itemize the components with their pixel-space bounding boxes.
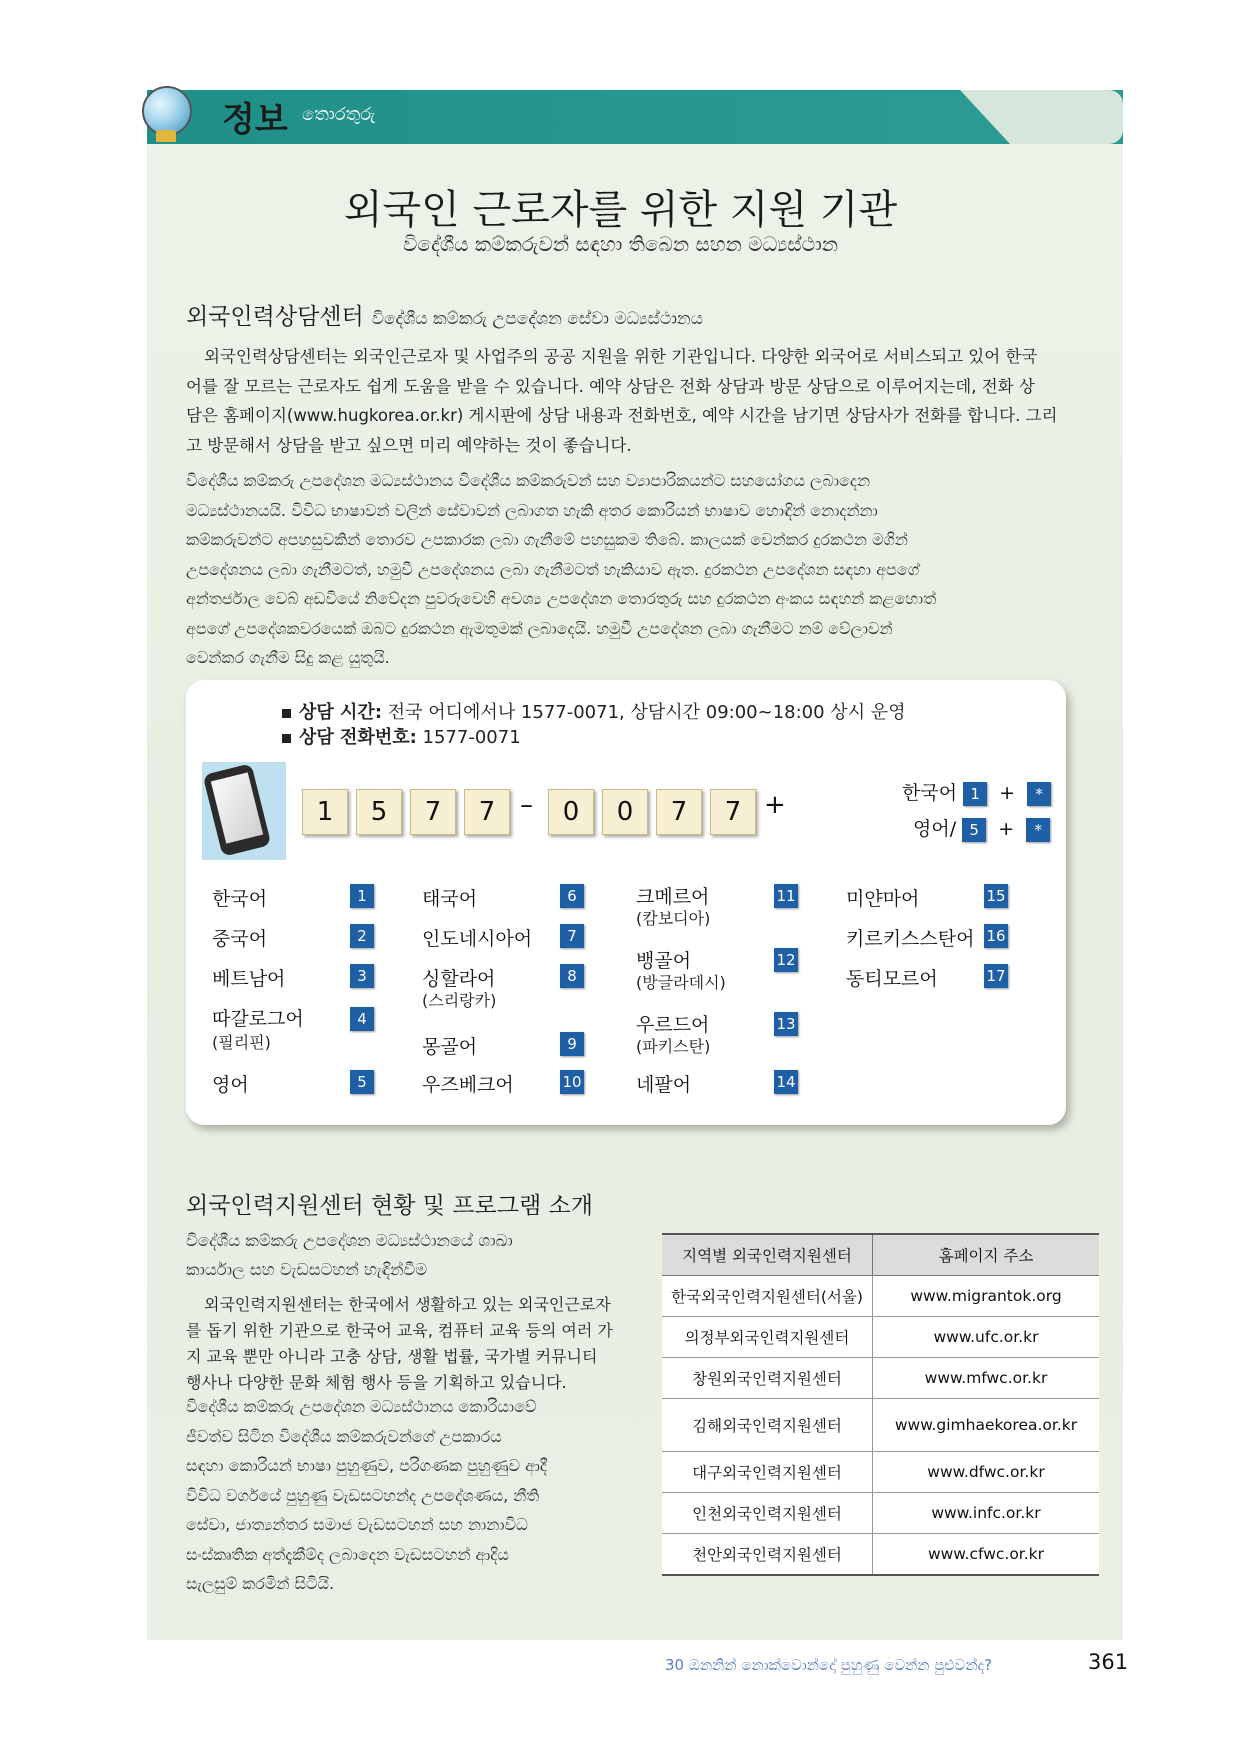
bullet-square-icon: [282, 709, 291, 718]
support-centers-table: [662, 1233, 1099, 1576]
globe-icon: [142, 86, 192, 136]
language-number-icon: 8: [560, 964, 584, 988]
table-row: [662, 1317, 1099, 1358]
header-subtitle: තොරතුරු: [302, 104, 376, 125]
footer-chapter: 30 ඔනනින් නොක්වොන්දෝ පුහුණු වෙන්න පුළුවන්ද?: [665, 1656, 993, 1674]
table-row: [662, 1399, 1099, 1452]
language-name: 미얀마어: [846, 888, 920, 910]
section2-heading-si-line: කාර්යාල සහ වැඩසටහන් හැඳින්වීම: [186, 1260, 428, 1279]
language-name: 베트남어: [212, 968, 286, 990]
table-header-row: [662, 1234, 1099, 1276]
center-name: 인천외국인력지원센터: [662, 1493, 873, 1534]
language-name: 한국어: [212, 888, 268, 910]
center-url: www.dfwc.or.kr: [873, 1452, 1100, 1493]
center-url: www.cfwc.or.kr: [873, 1534, 1100, 1576]
section2-paragraph-si: [186, 1392, 646, 1599]
dial-digit: 7: [656, 789, 702, 835]
language-number-icon: 11: [774, 884, 798, 908]
section2-heading-si: [186, 1226, 646, 1284]
header-title: 정보: [222, 100, 288, 140]
table-row: [662, 1493, 1099, 1534]
section1-heading: [186, 298, 703, 331]
section2-heading: 외국인력지원센터 현황 및 프로그램 소개: [186, 1193, 593, 1219]
language-name: 우즈베크어: [422, 1074, 514, 1096]
korean-key-label: 한국어: [902, 782, 958, 804]
section1-ko-line: 외국인력상담센터는 외국인근로자 및 사업주의 공공 지원을 위한 기관입니다. 다양한 외국어로 서비스되고 있어 한국: [204, 347, 1038, 366]
key-plus: +: [998, 818, 1015, 840]
phone-bullet: [282, 723, 521, 749]
language-number-icon: 3: [350, 964, 374, 988]
language-name: 따갈로그어: [212, 1008, 304, 1030]
language-name: 몽골어: [422, 1036, 478, 1058]
section1-si-line: අන්තර්ජාල වෙබ් අඩවියේ නිවේදන පුවරුවෙහි අවශ්‍ය උපදේශන තොරතුරු සහ දුරකථන අංකය සඳහන් කළහොත්: [186, 589, 937, 608]
language-name: 중국어: [212, 928, 268, 950]
language-name: 태국어: [422, 888, 478, 910]
center-url: www.infc.or.kr: [873, 1493, 1100, 1534]
language-number-icon: 12: [774, 948, 798, 972]
language-number-icon: 14: [774, 1070, 798, 1094]
language-number-icon: 1: [350, 884, 374, 908]
table-row: [662, 1534, 1099, 1576]
center-name: 대구외국인력지원센터: [662, 1452, 873, 1493]
section1-si-line: වෙන්කර ගැනීම සිදු කළ යුතුයි.: [186, 648, 390, 667]
hours-label: 상담 시간:: [299, 702, 383, 723]
phone-value: 1577-0071: [422, 727, 521, 748]
language-country: (필리핀): [212, 1033, 271, 1052]
phone-label: 상담 전화번호:: [299, 727, 417, 748]
center-url: www.migrantok.org: [873, 1276, 1100, 1317]
dial-digit: 0: [548, 789, 594, 835]
language-country: (방글라데시): [636, 973, 726, 992]
language-name: 우르드어: [636, 1014, 710, 1036]
english-key-combo: [913, 814, 1050, 842]
language-number-icon: 2: [350, 924, 374, 948]
section2-ko-line: 를 돕기 위한 기관으로 한국어 교육, 컴퓨터 교육 등의 여러 가: [186, 1321, 613, 1340]
section2-si-line: විදේශීය කම්කරු උපදේශන මධ්‍යස්ථානය කොරියාවේ: [186, 1397, 537, 1416]
section1-ko-line: 어를 잘 모르는 근로자도 쉽게 도움을 받을 수 있습니다. 예약 상담은 전화 상담과 방문 상담으로 이루어지는데, 전화 상: [186, 376, 1035, 396]
bullet-square-icon: [282, 734, 291, 743]
hours-value: 전국 어디에서나 1577-0071, 상담시간 09:00~18:00 상시 운영: [387, 702, 906, 723]
section2-ko-line: 지 교육 뿐만 아니라 고충 상담, 생활 법률, 국가별 커뮤니티: [186, 1347, 598, 1366]
language-number-icon: 17: [984, 964, 1008, 988]
language-number-icon: 15: [984, 884, 1008, 908]
center-url: www.gimhaekorea.or.kr: [873, 1399, 1100, 1452]
table-row: [662, 1358, 1099, 1399]
language-name: 크메르어: [636, 886, 710, 908]
english-key-label: 영어/: [913, 818, 957, 840]
dial-digit: 5: [356, 789, 402, 835]
dial-digit: 1: [302, 789, 348, 835]
key-1-icon: 1: [963, 782, 987, 806]
center-url: www.mfwc.or.kr: [873, 1358, 1100, 1399]
section1-si-line: විදේශීය කම්කරු උපදේශන මධ්‍යස්ථානය විදේශීය කම්කරුවන් සහ ව්‍යාපාරිකයන්ට සහයෝගය ලබාදෙන: [186, 471, 870, 490]
page-number: 361: [1088, 1650, 1129, 1674]
section1-si-line: කම්කරුවන්ට අපහසුවකින් තොරව උපකාරක ලබා ගැනීමේ පහසුකම තිබේ. කාලයක් වෙන්කර දුරකථන මගින්: [186, 530, 908, 549]
dial-digit: 7: [464, 789, 510, 835]
language-number-icon: 7: [560, 924, 584, 948]
section2-si-line: සේවා, ජාත්‍යන්තර සමාජ වැඩසටහන් සහ නානාවිධ: [186, 1515, 528, 1534]
section1-paragraph-si: [186, 466, 1100, 673]
section1-heading-ko: 외국인력상담센터: [186, 304, 364, 330]
language-number-icon: 10: [560, 1070, 584, 1094]
dial-plus: +: [764, 790, 786, 820]
section2-heading-si-line: විදේශීය කම්කරු උපදේශන මධ්‍යස්ථානයේ ශාඛා: [186, 1231, 513, 1250]
section1-ko-line: 담은 홈페이지(www.hugkorea.or.kr) 게시판에 상담 내용과 전화번호, 예약 시간을 남기면 상담사가 전화를 합니다. 그리: [186, 406, 1058, 425]
page-title-sinhala: විදේශීය කම්කරුවන් සඳහා තිබෙන සහන මධ්‍යස්ථාන: [402, 232, 839, 256]
language-number-icon: 9: [560, 1032, 584, 1056]
language-country: (파키스탄): [636, 1037, 711, 1056]
table-header-region: 지역별 외국인력지원센터: [662, 1234, 873, 1276]
language-country: (캄보디아): [636, 909, 711, 928]
language-name: 싱할라어: [422, 968, 496, 990]
section2-si-line: සඳහා කොරියන් භාෂා පුහුණුව, පරිගණක පුහුණුව ආදී: [186, 1456, 547, 1475]
language-name: 인도네시아어: [422, 928, 533, 950]
hours-bullet: [282, 698, 906, 724]
language-number-icon: 13: [774, 1012, 798, 1036]
language-name: 영어: [212, 1074, 249, 1096]
star-key-icon: *: [1026, 818, 1050, 842]
center-name: 의정부외국인력지원센터: [662, 1317, 873, 1358]
section1-si-line: අපගේ උපදේශකවරයෙක් ඔබට දුරකථන ඇමතුමක් ලබාදෙයි. හමුවී උපදේශන ලබා ගැනීමට නම් වේලාවන්: [186, 618, 893, 638]
language-country: (스리랑카): [422, 991, 497, 1010]
section2-ko-line: 행사나 다양한 문화 체험 행사 등을 기획하고 있습니다.: [186, 1373, 567, 1392]
section1-si-line: උපදේශනය ලබා ගැනීමටත්, හමුවී උපදේශනය ලබා ගැනීමටත් හැකියාව ඇත. දුරකථන උපදේශන සඳහා අපගේ: [186, 559, 920, 579]
language-name: 뱅골어: [636, 950, 692, 972]
section1-ko-line: 고 방문해서 상담을 받고 싶으면 미리 예약하는 것이 좋습니다.: [186, 435, 632, 455]
dial-digit: 0: [602, 789, 648, 835]
star-key-icon: *: [1027, 782, 1051, 806]
section2-si-line: ජීවත්ව සිටින විදේශීය කම්කරුවන්ගේ උපකාරය: [186, 1426, 502, 1446]
table-row: [662, 1276, 1099, 1317]
language-number-icon: 16: [984, 924, 1008, 948]
globe-stand-icon: [156, 130, 176, 142]
section2-ko-line: 외국인력지원센터는 한국에서 생활하고 있는 외국인근로자: [204, 1295, 611, 1314]
page-title: 외국인 근로자를 위한 지원 기관: [343, 187, 898, 233]
language-number-icon: 6: [560, 884, 584, 908]
center-name: 한국외국인력지원센터(서울): [662, 1276, 873, 1317]
dial-digit: 7: [410, 789, 456, 835]
section2-paragraph-ko: [186, 1292, 626, 1396]
dial-digit: 7: [710, 789, 756, 835]
section2-si-line: සංස්කෘතික අත්දැකීම්ද ලබාදෙන වැඩසටහන් ආදිය: [186, 1544, 509, 1564]
key-plus: +: [999, 782, 1016, 804]
language-number-icon: 5: [350, 1070, 374, 1094]
language-name: 동티모르어: [846, 968, 938, 990]
language-name: 키르키스스탄어: [846, 928, 975, 950]
table-header-homepage: 홈페이지 주소: [873, 1234, 1100, 1276]
language-number-icon: 4: [350, 1007, 374, 1031]
section1-paragraph-ko: [186, 342, 1100, 460]
center-name: 창원외국인력지원센터: [662, 1358, 873, 1399]
korean-key-combo: [902, 778, 1051, 806]
center-name: 김해외국인력지원센터: [662, 1399, 873, 1452]
key-5-icon: 5: [962, 818, 986, 842]
section2-si-line: විවිධ වර්ගයේ පුහුණු වැඩසටහන්ද උපදේශණය, නීති: [186, 1485, 540, 1505]
center-url: www.ufc.or.kr: [873, 1317, 1100, 1358]
language-name: 네팔어: [636, 1074, 692, 1096]
section1-heading-si: විදේශීය කම්කරු උපදේශන සේවා මධ්‍යස්ථානය: [371, 309, 703, 329]
table-row: [662, 1452, 1099, 1493]
center-name: 천안외국인력지원센터: [662, 1534, 873, 1576]
dial-dash: –: [520, 790, 533, 820]
section1-si-line: මධ්‍යස්ථානයයි. විවිධ භාෂාවන් වලින් සේවාවන් ලබාගත හැකි අතර කොරියන් භාෂාව හොඳින් නොදන්නා: [186, 500, 878, 520]
section2-si-line: සැලසුම් කරමින් සිටියි.: [186, 1574, 335, 1593]
